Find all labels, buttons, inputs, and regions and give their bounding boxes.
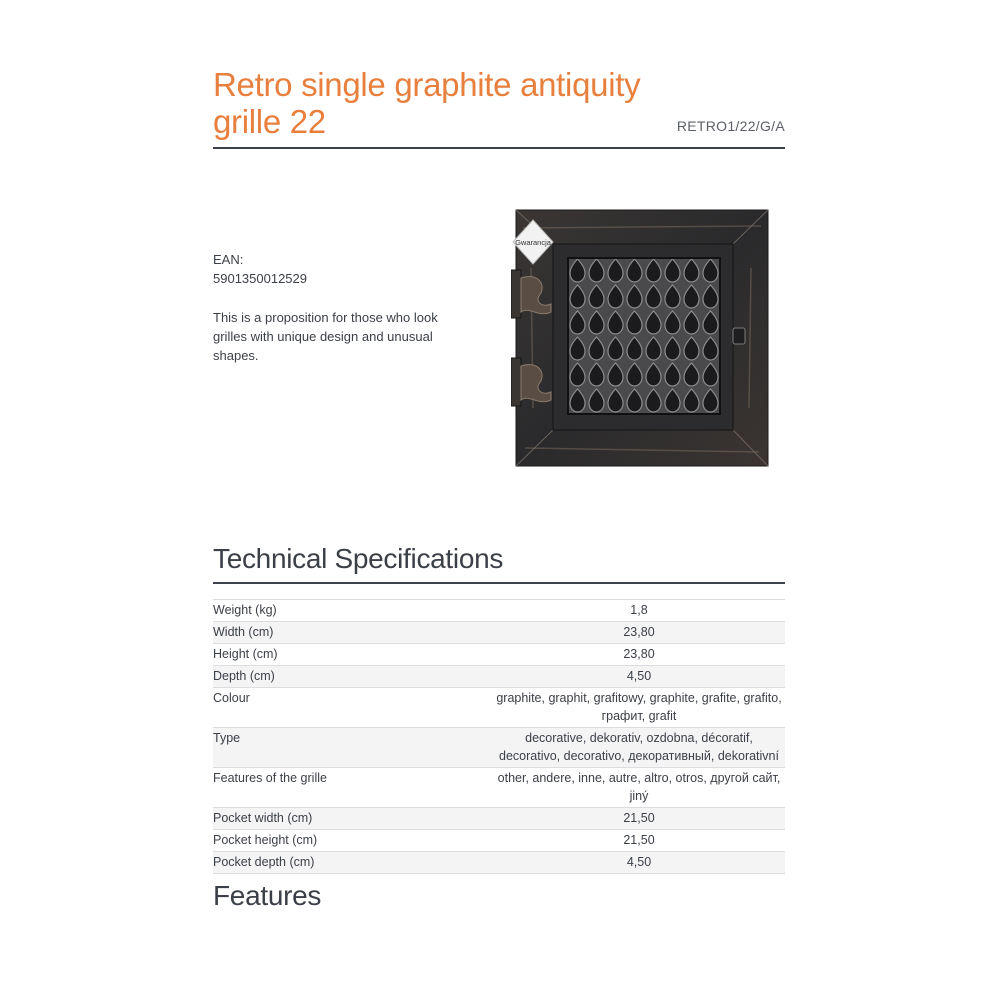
badge-label: Gwarancja xyxy=(515,238,551,247)
table-row xyxy=(213,728,785,768)
spec-label: Type xyxy=(213,728,443,768)
spec-label: Colour xyxy=(213,688,443,728)
spec-value: graphite, graphit, grafitowy, graphite, grafite, grafito, графит, grafit xyxy=(443,688,785,728)
ean-label: EAN: xyxy=(213,252,244,267)
product-image xyxy=(511,208,771,470)
table-row xyxy=(213,666,785,688)
spec-value: 21,50 xyxy=(443,830,785,852)
spec-value: 4,50 xyxy=(443,666,785,688)
table-row xyxy=(213,852,785,874)
spec-label: Height (cm) xyxy=(213,644,443,666)
specs-heading: Technical Specifications xyxy=(213,543,504,574)
table-row xyxy=(213,600,785,622)
ean-value: 5901350012529 xyxy=(213,271,307,286)
spec-label: Pocket depth (cm) xyxy=(213,852,443,874)
spec-label: Depth (cm) xyxy=(213,666,443,688)
table-row xyxy=(213,644,785,666)
spec-value: 1,8 xyxy=(443,600,785,622)
spec-label: Pocket width (cm) xyxy=(213,808,443,830)
specs-divider xyxy=(213,582,785,584)
spec-label: Width (cm) xyxy=(213,622,443,644)
spec-value: 21,50 xyxy=(443,808,785,830)
product-code: RETRO1/22/G/A xyxy=(676,118,785,134)
spec-value: other, andere, inne, autre, altro, otros, другой сайт, jiný xyxy=(443,768,785,808)
table-row xyxy=(213,808,785,830)
specs-table xyxy=(213,599,785,874)
spec-label: Weight (kg) xyxy=(213,600,443,622)
table-row xyxy=(213,688,785,728)
spec-value: 23,80 xyxy=(443,622,785,644)
table-row xyxy=(213,768,785,808)
table-row xyxy=(213,622,785,644)
spec-value: 23,80 xyxy=(443,644,785,666)
title-divider xyxy=(213,147,785,149)
spec-value: decorative, dekorativ, ozdobna, décoratif, decorativo, decorativo, декоративный, dekorativní xyxy=(443,728,785,768)
product-description: This is a proposition for those who look grilles with unique design and unusual shapes. xyxy=(213,310,438,363)
features-heading: Features xyxy=(213,880,322,911)
table-row xyxy=(213,830,785,852)
spec-value: 4,50 xyxy=(443,852,785,874)
product-title: Retro single graphite antiquity grille 22 xyxy=(213,66,641,140)
spec-label: Pocket height (cm) xyxy=(213,830,443,852)
spec-label: Features of the grille xyxy=(213,768,443,808)
